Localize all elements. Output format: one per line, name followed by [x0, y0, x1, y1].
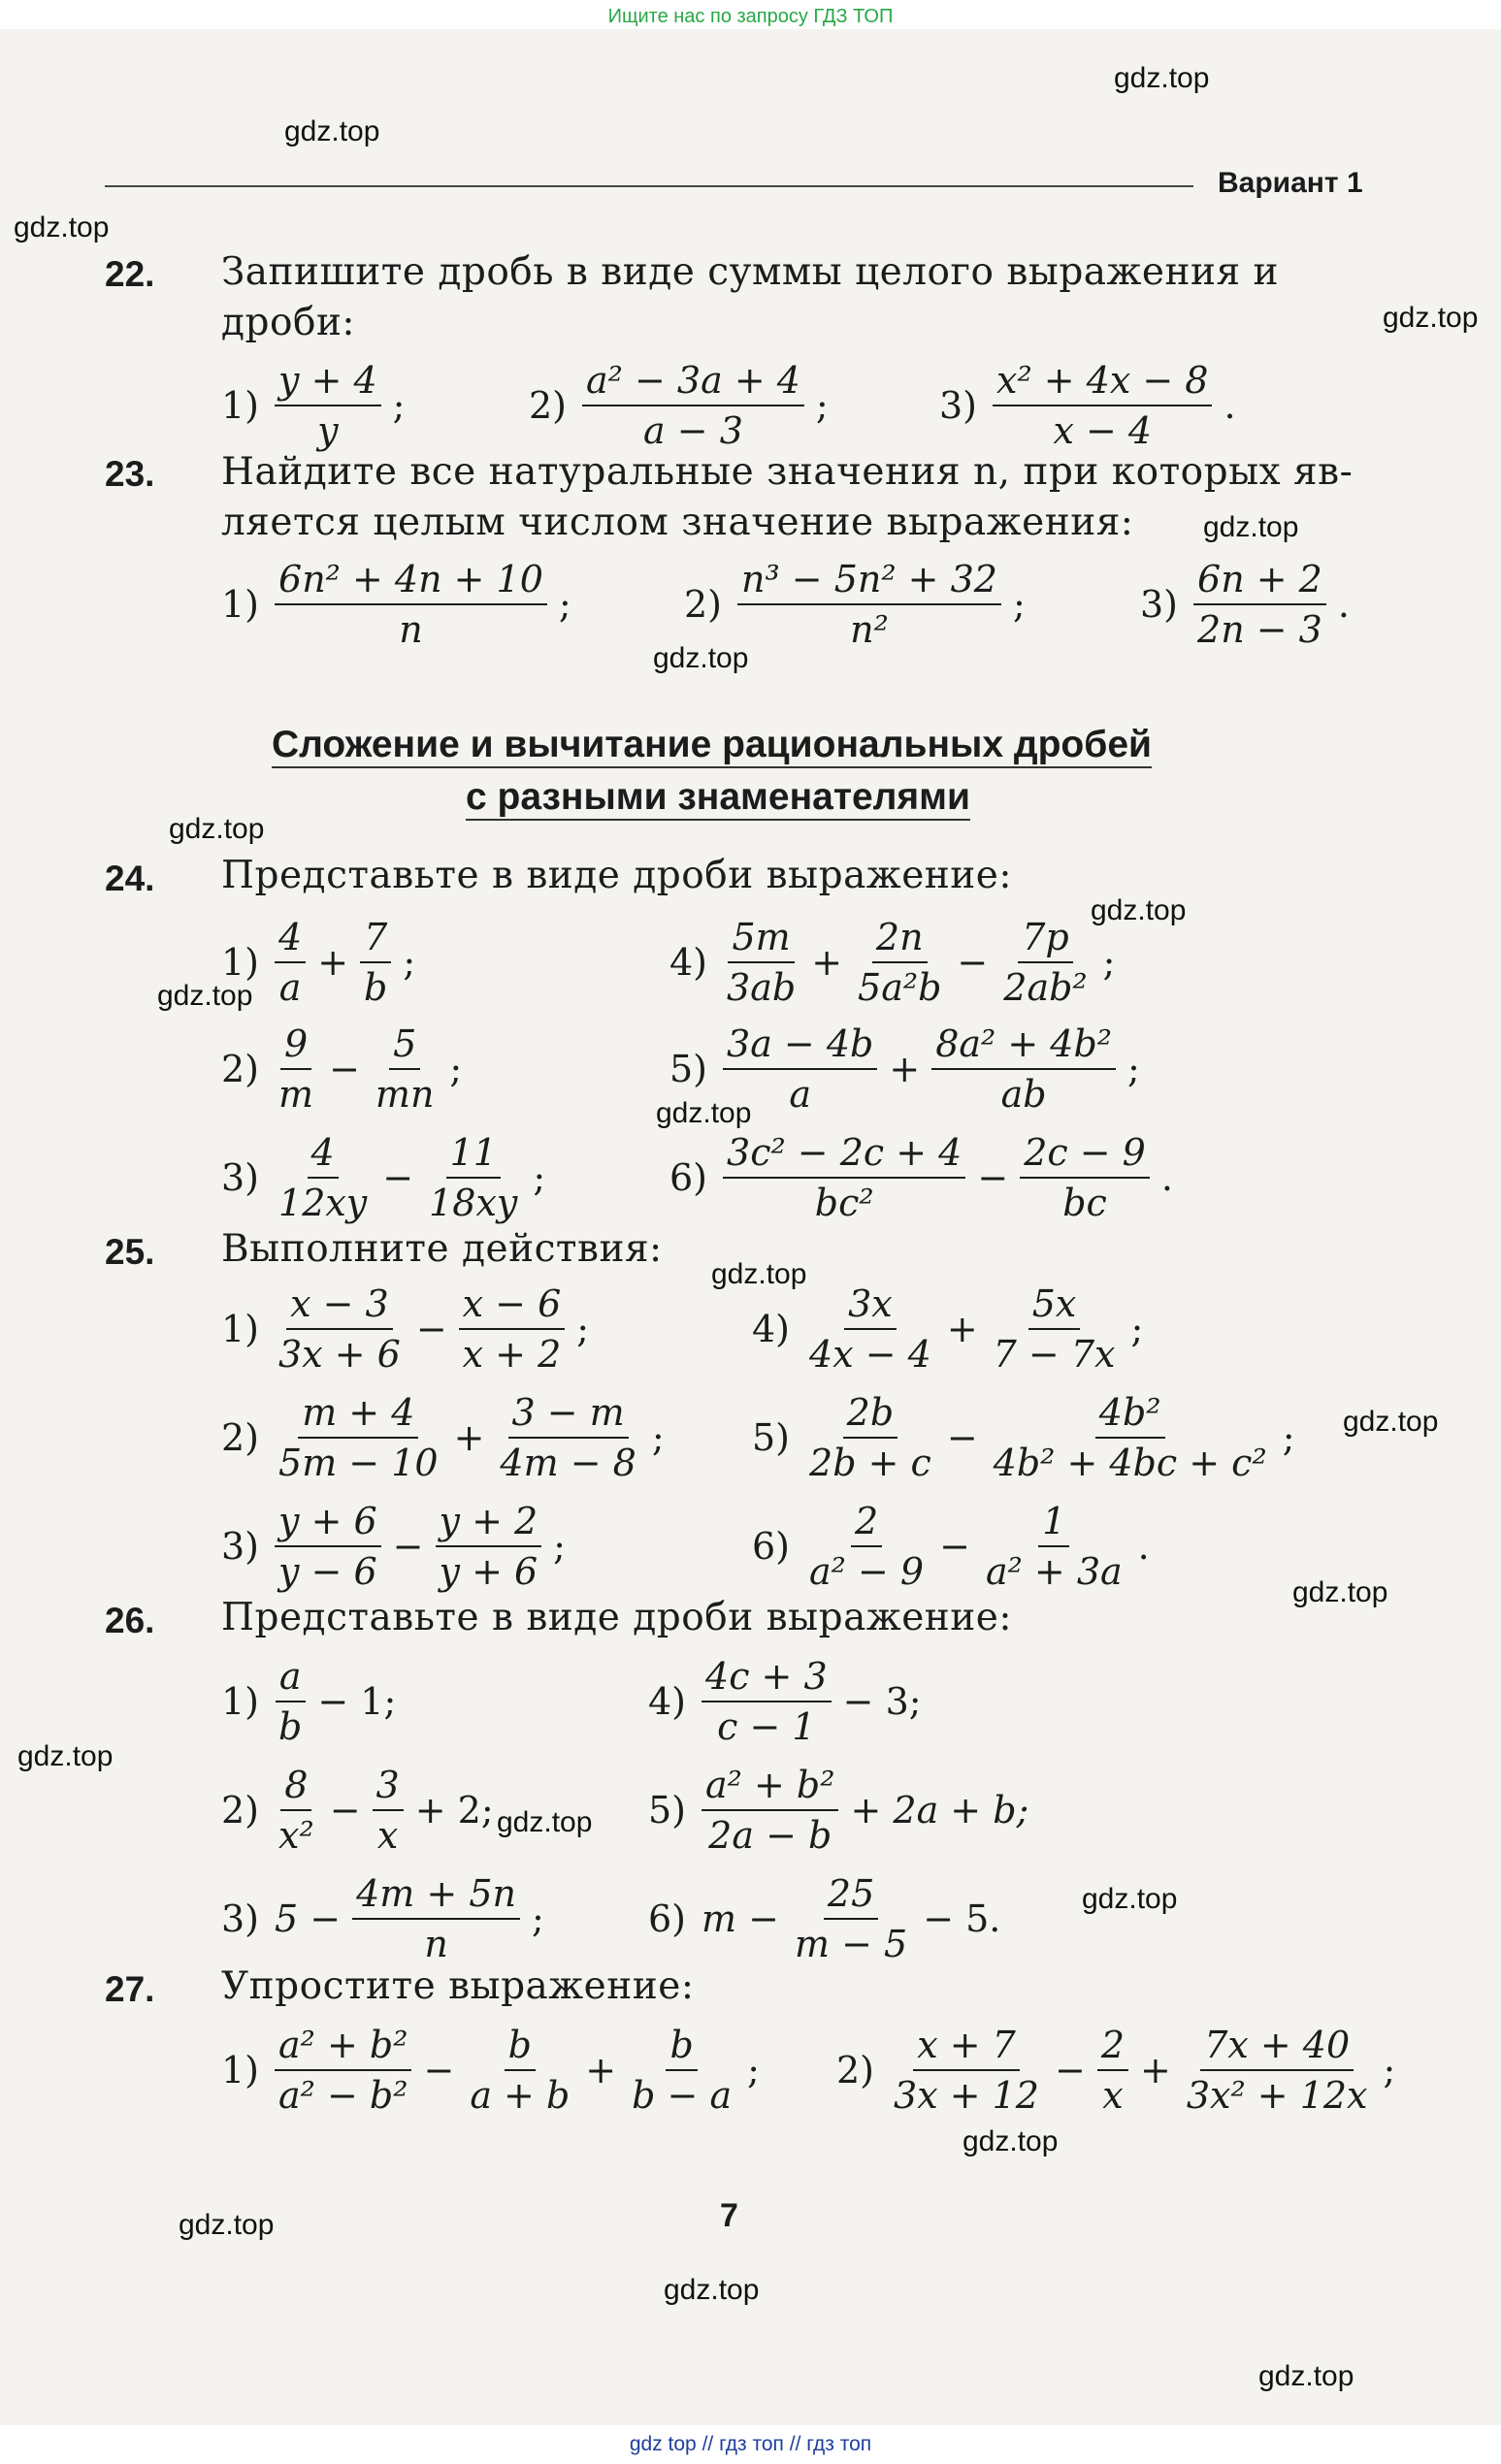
header-rule — [105, 185, 1193, 187]
expression: 2) $\frac{8}{\text{x²}}$ − $\frac{3}{x}$ + 2; — [221, 1764, 494, 1857]
problem-number: 27. — [105, 1969, 155, 2009]
watermark: gdz.top — [1203, 511, 1299, 543]
expression: 3) $\frac{\text{x² + 4x − 8}}{x - 4}$ . — [939, 359, 1236, 452]
expression: 1) $\frac{\text{6n² + 4n + 10}}{n}$ ; — [221, 558, 571, 651]
watermark: gdz.top — [1091, 894, 1187, 926]
expression: 6) $\frac{2}{\text{a² − 9}}$ − $\frac{1}{\text{a² + 3a}}$ . — [752, 1500, 1150, 1593]
watermark: gdz.top — [157, 980, 253, 1012]
watermark: gdz.top — [284, 115, 380, 147]
watermark: gdz.top — [664, 2274, 760, 2306]
problem-text: Найдите все натуральные значения n, при которых яв- — [221, 450, 1354, 494]
expression: 3) $\frac{y + 6}{y - 6}$ − $\frac{y + 2}{y + 6}$ ; — [221, 1500, 566, 1593]
watermark: gdz.top — [179, 2209, 275, 2241]
watermark: gdz.top — [1082, 1883, 1178, 1915]
expression: 1) $\frac{a}{b}$ − 1; — [221, 1655, 397, 1748]
watermark: gdz.top — [1114, 62, 1210, 94]
expression: 3) 5 − $\frac{4m + 5n}{n}$ ; — [221, 1872, 544, 1965]
watermark: gdz.top — [14, 211, 110, 243]
expression: 3) $\frac{4}{12xy}$ − $\frac{11}{18xy}$ ; — [221, 1131, 546, 1224]
expression: 2) $\frac{9}{m}$ − $\frac{5}{mn}$ ; — [221, 1022, 463, 1116]
expression: 2) $\frac{\text{a² − 3a + 4}}{a - 3}$ ; — [529, 359, 829, 452]
expression: 2) $\frac{\text{n³ − 5n² + 32}}{\text{n²}}$ ; — [684, 558, 1026, 651]
watermark: gdz.top — [963, 2125, 1059, 2157]
problem-number: 26. — [105, 1601, 155, 1640]
expression: 4) $\frac{4c + 3}{c - 1}$ − 3; — [648, 1655, 922, 1748]
problem-number: 23. — [105, 454, 155, 494]
problem-text: Выполните действия: — [221, 1227, 663, 1271]
problem-number: 25. — [105, 1232, 155, 1272]
expression: 4) $\frac{3x}{4x - 4}$ + $\frac{5x}{7 - 7x}$ ; — [752, 1282, 1144, 1376]
expression: 5) $\frac{2b}{2b + c}$ − $\frac{\text{4b²}}{\text{4b² + 4bc + c²}}$ ; — [752, 1391, 1295, 1484]
expression: 6) $\frac{\text{3c² − 2c + 4}}{\text{bc²}}$ − $\frac{2c - 9}{bc}$ . — [669, 1131, 1173, 1224]
watermark: gdz.top — [1258, 2360, 1354, 2392]
expression: 1) $\frac{4}{a}$ + $\frac{7}{b}$ ; — [221, 916, 416, 1009]
bottom-banner[interactable]: gdz top // гдз топ // гдз топ — [0, 2425, 1501, 2464]
watermark: gdz.top — [497, 1806, 593, 1838]
watermark: gdz.top — [1292, 1576, 1388, 1608]
problem-number: 24. — [105, 859, 155, 898]
watermark: gdz.top — [17, 1740, 114, 1772]
problem-text: Представьте в виде дроби выражение: — [221, 854, 1012, 897]
watermark: gdz.top — [711, 1258, 807, 1290]
section-heading: Сложение и вычитание рациональных дробей — [272, 724, 1152, 768]
expression: 4) $\frac{5m}{3ab}$ + $\frac{2n}{\text{5a²b}}$ − $\frac{7p}{\text{2ab²}}$ ; — [669, 916, 1116, 1009]
watermark: gdz.top — [653, 642, 749, 674]
watermark: gdz.top — [1343, 1406, 1439, 1438]
problem-text: Упростите выражение: — [221, 1964, 695, 2008]
problem-text: Запишите дробь в виде суммы целого выражения и — [221, 250, 1279, 294]
watermark: gdz.top — [169, 813, 265, 845]
expression: 2) $\frac{x + 7}{3x + 12}$ − $\frac{2}{x}$ + $\frac{7x + 40}{\text{3x² + 12x}}$ ; — [836, 2024, 1396, 2117]
expression: 2) $\frac{m + 4}{5m - 10}$ + $\frac{3 - m}{4m - 8}$ ; — [221, 1391, 665, 1484]
section-heading: с разными знаменателями — [466, 776, 970, 821]
page-number: 7 — [720, 2197, 738, 2234]
problem-text: Представьте в виде дроби выражение: — [221, 1596, 1012, 1639]
variant-label: Вариант 1 — [1218, 167, 1363, 199]
watermark: gdz.top — [656, 1097, 752, 1129]
expression: 1) $\frac{\text{a² + b²}}{\text{a² − b²}}$ − $\frac{b}{a + b}$ + $\frac{b}{b - a}$ ; — [221, 2024, 760, 2117]
expression: 1) $\frac{x - 3}{3x + 6}$ − $\frac{x - 6}{x + 2}$ ; — [221, 1282, 590, 1376]
problem-number: 22. — [105, 254, 155, 294]
expression: 5) $\frac{\text{a² + b²}}{2a - b}$ + 2a + b; — [648, 1764, 1029, 1857]
top-banner[interactable]: Ищите нас по запросу ГДЗ ТОП — [0, 0, 1501, 33]
problem-text: дроби: — [221, 301, 356, 344]
expression: 6) m − $\frac{25}{m - 5}$ − 5. — [648, 1872, 1001, 1965]
expression: 3) $\frac{6n + 2}{2n - 3}$ . — [1140, 558, 1350, 651]
expression: 1) $\frac{y + 4}{y}$ ; — [221, 359, 406, 452]
problem-text: ляется целым числом значение выражения: — [221, 501, 1134, 544]
expression: 5) $\frac{3a - 4b}{a}$ + $\frac{\text{8a² + 4b²}}{ab}$ ; — [669, 1022, 1140, 1116]
watermark: gdz.top — [1383, 302, 1479, 334]
